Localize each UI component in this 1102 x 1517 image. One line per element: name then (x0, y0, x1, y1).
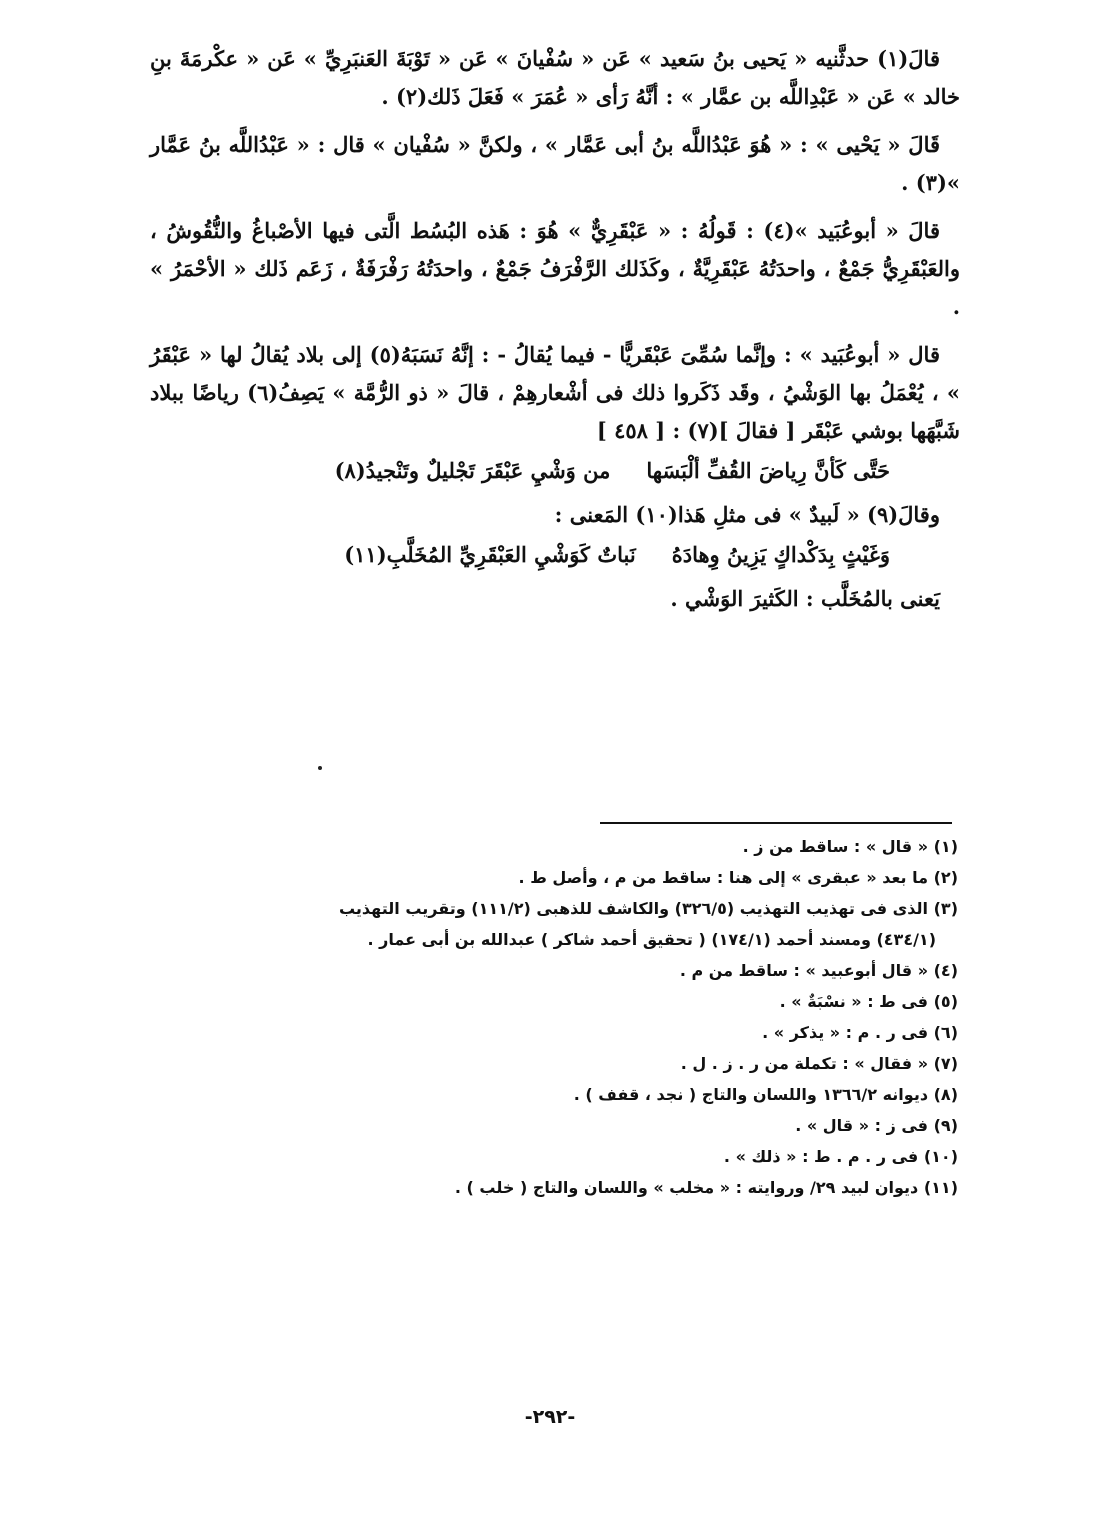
paragraph-3: قالَ « أبوعُبَيد »(٤) : قَولُهُ : « عَبْقَرِيٌّ » هُوَ : هَذه البُسُط الَّتى فيها الأصْباغُ والنُّقُوشُ ، والعَبْقَرِيُّ جَمْعٌ ، واحدَتُهُ عَبْقَرِيَّةٌ ، وكَذَلك الرَّفْرَفُ جَمْعٌ ، واحدَتُهُ رَفْرَفَةٌ ، زَعَم ذَلك « الأحْمَرُ » . (150, 218, 960, 319)
footnote-5: (٥) فى ط : « نسْبَةٌ » . (779, 992, 958, 1011)
verse-1-second-hemistich: من وَشْيِ عَبْقَرَ تَجْليلٌ وتَنْجيدُ(٨) (334, 458, 611, 483)
paragraph-2: قَالَ « يَحْيى » : « هُوَ عَبْدُاللَّه بنُ أبى عَمَّار » ، ولكنَّ « سُفْيان » قال : « عَبْدُاللَّه بنُ عَمَّار »(٣) . (150, 132, 960, 195)
footnote-2: (٢) ما بعد « عبقرى » إلى هنا : ساقط من م ، وأصل ط . (518, 868, 958, 887)
main-text (150, 40, 960, 628)
footnote-3-line-2: (٤٣٤/١) ومسند أحمد (١٧٤/١) ( تحقيق أحمد شاكر ) عبدالله بن أبى عمار . (367, 930, 936, 949)
footnote-9: (٩) فى ز : « قال » . (795, 1116, 958, 1135)
verse-2-second-hemistich: نَباتٌ كَوَشْيِ العَبْقَرِيِّ المُخَلَّبِ(١١) (344, 542, 636, 567)
footnote-8: (٨) ديوانه ١٣٦٦/٢ واللسان والتاج ( نجد ، قفف ) . (573, 1085, 958, 1104)
paragraph-1: قالَ(١) حدثَّنيه « يَحيى بنُ سَعيد » عَن « سُفْيانَ » عَن « تَوْبَةَ العَنبَرِيِّ » عَن « عكْرمَةَ بنِ خالد » عَن « عَبْدِاللَّه بن عمَّار » : أنَّهُ رَأى « عُمَرَ » فَعَلَ ذَلك(٢) . (150, 46, 960, 109)
footnote-4: (٤) « قال أبوعبيد » : ساقط من م . (679, 961, 958, 980)
verse-1-first-hemistich: حَتَّى كَأنَّ رِياضَ القُفِّ ألْبَسَها (646, 458, 890, 483)
paragraph-4: قال « أبوعُبَيد » : وإنَّما سُمِّىَ عَبْقَريًّا - فيما يُقالُ - : إنَّهُ نَسَبَهُ(٥) إلى بلاد يُقالُ لها « عَبْقَرُ » ، يُعْمَلُ بها الوَشْيُ ، وقَد ذَكَروا ذلك فى أشْعارهِمْ ، قالَ « ذو الرُّمَّة » يَصِفُ(٦) رياضًا ببلاد شَبَّهَها بوشي عَبْقَر [ فقالَ ](٧) : [ ٤٥٨ ] (150, 342, 960, 443)
stray-dot (318, 766, 322, 770)
footnote-3 (150, 898, 960, 951)
paragraph-6: يَعنى بالمُخَلَّب : الكَثيرَ الوَشْي . (670, 586, 940, 611)
footnotes (150, 836, 960, 1208)
verse-1 (150, 452, 960, 490)
verse-2-first-hemistich: وَغَيْثٍ بِدَكْداكٍ يَزِينُ وِهادَهُ (671, 542, 890, 567)
paragraph-5: وقالَ(٩) « لَبيدٌ » فى مثلِ هَذا(١٠) المَعنى : (554, 502, 940, 527)
page-number: -٢٩٢- (524, 1406, 576, 1428)
footnote-6: (٦) فى ر . م : « يذكر » . (762, 1023, 958, 1042)
verse-2 (150, 536, 960, 574)
footnote-7: (٧) « فقال » : تكملة من ر . ز . ل . (680, 1054, 958, 1073)
footnote-11: (١١) ديوان لبيد ٢٩/ وروايته : « مخلب » واللسان والتاج ( خلب ) . (454, 1178, 958, 1197)
footnote-separator (600, 822, 952, 824)
footnote-1: (١) « قال » : ساقط من ز . (742, 837, 958, 856)
footnote-3-line-1: (٣) الذى فى تهذيب التهذيب (٣٢٦/٥) والكاشف للذهبى (١١١/٢) وتقريب التهذيب (338, 899, 958, 918)
footnote-10: (١٠) فى ر . م . ط : « ذلك » . (723, 1147, 958, 1166)
